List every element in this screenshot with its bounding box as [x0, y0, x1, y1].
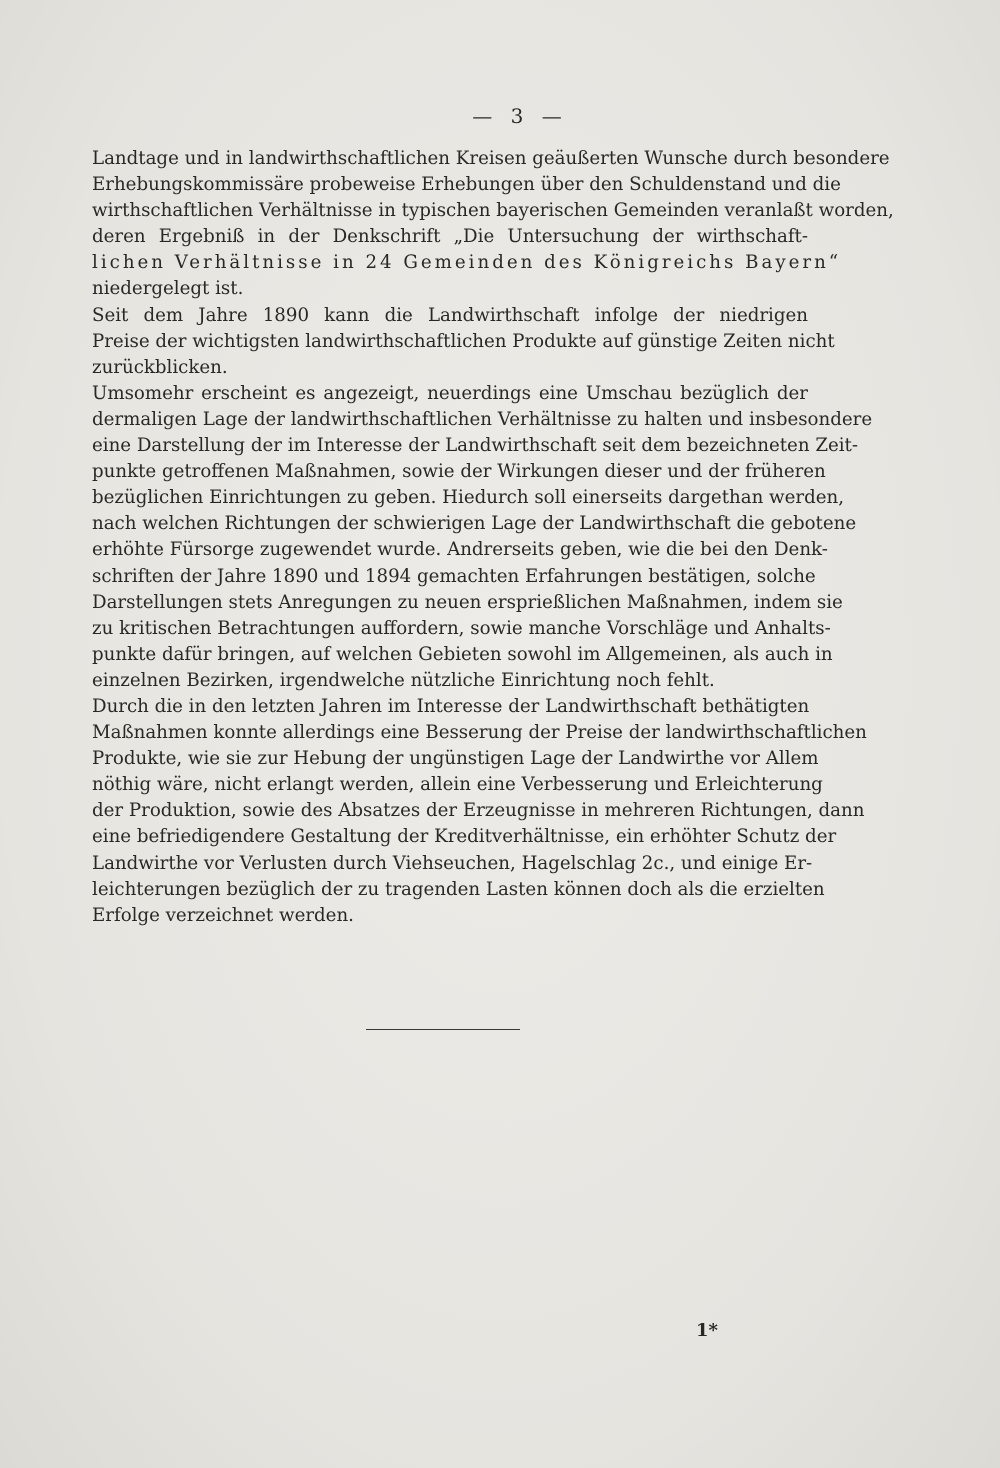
- text-line: Erhebungskommissäre probeweise Erhebungen über den Schuldenstand und die: [92, 174, 841, 196]
- paragraph-4: [92, 694, 867, 929]
- text-line: eine Darstellung der im Interesse der Landwirthschaft seit dem bezeichneten Zeit-: [92, 435, 858, 457]
- text-line: zu kritischen Betrachtungen auffordern, sowie manche Vorschläge und Anhalts-: [92, 617, 831, 639]
- text-line: eine befriedigendere Gestaltung der Kreditverhältnisse, ein erhöhter Schutz der: [92, 826, 837, 848]
- text-line: dermaligen Lage der landwirthschaftlichen Verhältnisse zu halten und insbesondere: [92, 408, 873, 430]
- text-line: erhöhte Fürsorge zugewendet wurde. Andrerseits geben, wie die bei den Denk-: [92, 539, 828, 561]
- paragraph-1: [92, 146, 894, 303]
- text-line: Umsomehr erscheint es angezeigt, neuerdings eine Umschau bezüglich der: [92, 382, 808, 404]
- text-line: punkte getroffenen Maßnahmen, sowie der Wirkungen dieser und der früheren: [92, 461, 826, 483]
- text-line: punkte dafür bringen, auf welchen Gebieten sowohl im Allgemeinen, als auch in: [92, 643, 833, 665]
- text-line: Erfolge verzeichnet werden.: [92, 904, 354, 926]
- text-line: Durch die in den letzten Jahren im Interesse der Landwirthschaft bethätigten: [92, 695, 810, 717]
- text-line: Preise der wichtigsten landwirthschaftlichen Produkte auf günstige Zeiten nicht: [92, 330, 835, 352]
- text-line: bezüglichen Einrichtungen zu geben. Hiedurch soll einerseits dargethan werden,: [92, 487, 844, 509]
- text-line: leichterungen bezüglich der zu tragenden Lasten können doch als die erzielten: [92, 878, 825, 900]
- text-line: zurückblicken.: [92, 356, 228, 378]
- text-line: wirthschaftlichen Verhältnisse in typischen bayerischen Gemeinden veranlaßt worden,: [92, 200, 894, 222]
- text-line: lichen Verhältnisse in 24 Gemeinden des Königreichs Bayern“: [92, 252, 842, 274]
- text-line: nöthig wäre, nicht erlangt werden, allein eine Verbesserung und Erleichterung: [92, 774, 823, 796]
- text-line: Maßnahmen konnte allerdings eine Besserung der Preise der landwirthschaftlichen: [92, 722, 867, 744]
- text-line: nach welchen Richtungen der schwierigen Lage der Landwirthschaft die gebotene: [92, 513, 857, 535]
- text-line: schriften der Jahre 1890 und 1894 gemachten Erfahrungen bestätigen, solche: [92, 565, 816, 587]
- text-line: der Produktion, sowie des Absatzes der Erzeugnisse in mehreren Richtungen, dann: [92, 800, 865, 822]
- text-line: Seit dem Jahre 1890 kann die Landwirthschaft infolge der niedrigen: [92, 304, 808, 326]
- paragraph-3: [92, 381, 873, 694]
- text-line: niedergelegt ist.: [92, 278, 244, 300]
- paragraph-2: [92, 303, 835, 381]
- text-line: deren Ergebniß in der Denkschrift „Die Untersuchung der wirthschaft-: [92, 226, 808, 248]
- text-line: Landtage und in landwirthschaftlichen Kreisen geäußerten Wunsche durch besondere: [92, 148, 890, 169]
- signature-mark: 1*: [696, 1320, 718, 1341]
- text-line: einzelnen Bezirken, irgendwelche nützliche Einrichtung noch fehlt.: [92, 669, 715, 691]
- text-line: Produkte, wie sie zur Hebung der ungünstigen Lage der Landwirthe vor Allem: [92, 748, 819, 770]
- text-line: Darstellungen stets Anregungen zu neuen ersprießlichen Maßnahmen, indem sie: [92, 591, 843, 613]
- text-line: Landwirthe vor Verlusten durch Viehseuchen, Hagelschlag 2c., und einige Er-: [92, 852, 813, 874]
- body-text: [92, 146, 894, 929]
- page-number: — 3 —: [472, 104, 568, 128]
- section-divider: [366, 1029, 520, 1030]
